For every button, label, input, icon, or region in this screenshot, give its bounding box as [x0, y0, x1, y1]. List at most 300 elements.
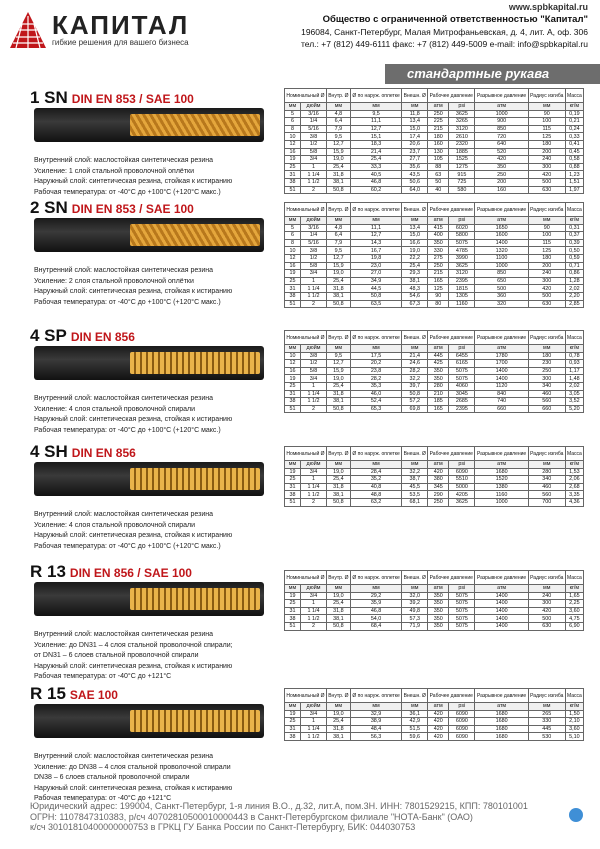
table-cell: 2685 [449, 398, 475, 406]
unit-cell: мм [402, 461, 428, 469]
table-cell: 53,5 [402, 491, 428, 499]
table-row [285, 592, 584, 600]
table-cell: 38,7 [402, 476, 428, 484]
logo-icon [8, 10, 48, 50]
table-row [285, 718, 584, 726]
table-row [285, 360, 584, 368]
table-cell: 350 [428, 375, 449, 383]
table-cell: 5/8 [301, 148, 327, 156]
table-cell: 16,6 [402, 239, 428, 247]
table-cell: 2 [301, 300, 327, 308]
table-cell: 400 [428, 232, 449, 240]
table-cell: 25 [285, 163, 301, 171]
table-cell: 40,5 [350, 171, 402, 179]
unit-cell: мм [326, 703, 350, 711]
unit-cell: psi [449, 703, 475, 711]
table-cell: 64,0 [402, 186, 428, 194]
hose-standard: DIN EN 856 / SAE 100 [69, 566, 192, 580]
table-row [285, 733, 584, 741]
column-header: Внутр. Ø [326, 203, 350, 217]
table-cell: 5075 [449, 367, 475, 375]
table-cell: 6,4 [326, 232, 350, 240]
table-cell: 50,8 [326, 186, 350, 194]
table-cell: 3,05 [565, 390, 583, 398]
table-cell: 300 [528, 600, 565, 608]
table-cell: 51 [285, 300, 301, 308]
unit-cell: мм [326, 585, 350, 593]
table-cell: 8 [285, 125, 301, 133]
table-cell: 90 [528, 110, 565, 118]
table-cell: 3/4 [301, 710, 327, 718]
table-cell: 48,8 [350, 491, 402, 499]
table-cell: 2,10 [565, 718, 583, 726]
table-cell: 22,2 [402, 254, 428, 262]
table-cell: 1/4 [301, 232, 327, 240]
table-cell: 2395 [449, 405, 475, 413]
unit-cell: мм [528, 103, 565, 111]
table-cell: 0,39 [565, 239, 583, 247]
table-cell: 275 [428, 254, 449, 262]
table-cell: 360 [475, 292, 528, 300]
table-cell: 63,5 [350, 300, 402, 308]
unit-cell: мм [402, 703, 428, 711]
table-cell: 32,2 [402, 468, 428, 476]
description-line: Усиление: 2 слоя стальной проволочной оплётки [34, 277, 194, 285]
column-header: Рабочее давление [428, 331, 475, 345]
table-cell: 320 [475, 300, 528, 308]
unit-cell: дюйм [301, 703, 327, 711]
hose-standard: DIN EN 856 [70, 330, 135, 344]
table-unit-row [285, 703, 584, 711]
hose-standard: SAE 100 [69, 688, 118, 702]
table-cell: 420 [428, 733, 449, 741]
table-row [285, 292, 584, 300]
table-cell: 1 [301, 277, 327, 285]
table-cell: 32,2 [402, 375, 428, 383]
column-header: Разрывное давление [475, 331, 528, 345]
table-cell: 0,93 [565, 360, 583, 368]
table-cell: 16 [285, 148, 301, 156]
table-cell: 1100 [475, 254, 528, 262]
table-cell: 210 [428, 390, 449, 398]
table-cell: 4,75 [565, 615, 583, 623]
unit-cell: psi [449, 217, 475, 225]
unit-cell: мм [285, 103, 301, 111]
table-cell: 1120 [475, 382, 528, 390]
table-cell: 0,37 [565, 232, 583, 240]
hose-title [30, 562, 192, 582]
unit-cell: psi [449, 345, 475, 353]
spec-table [284, 202, 584, 308]
table-cell: 35,9 [350, 600, 402, 608]
table-cell: 100 [528, 232, 565, 240]
table-cell: 51,5 [402, 725, 428, 733]
table-row [285, 367, 584, 375]
table-cell: 1,50 [565, 710, 583, 718]
table-cell: 1 1/2 [301, 733, 327, 741]
table-cell: 9,5 [326, 352, 350, 360]
table-cell: 280 [428, 382, 449, 390]
table-cell: 5800 [449, 232, 475, 240]
page-marker-icon [569, 808, 583, 822]
table-cell: 5075 [449, 622, 475, 630]
table-row [285, 398, 584, 406]
table-cell: 6090 [449, 710, 475, 718]
table-cell: 31 [285, 725, 301, 733]
table-cell: 45,5 [402, 483, 428, 491]
table-cell: 19 [285, 375, 301, 383]
table-cell: 31,8 [326, 390, 350, 398]
description-line: Усиление: до DN38 – 4 слоя стальной проволочной спирали [34, 763, 231, 771]
table-cell: 54,6 [402, 292, 428, 300]
table-cell: 31,8 [326, 725, 350, 733]
table-cell: 2395 [449, 277, 475, 285]
table-cell: 1400 [475, 592, 528, 600]
table-cell: 0,78 [565, 352, 583, 360]
table-cell: 68,4 [350, 622, 402, 630]
table-cell: 1 [301, 476, 327, 484]
table-row [285, 118, 584, 126]
table-cell: 1650 [475, 224, 528, 232]
table-cell: 125 [428, 285, 449, 293]
description-line: Внутренний слой: маслостойкая синтетическая резина [34, 753, 213, 760]
table-cell: 9,5 [326, 133, 350, 141]
hose-name: R 13 [30, 562, 66, 581]
table-header-row [285, 331, 584, 345]
table-cell: 27,0 [350, 270, 402, 278]
table-cell: 19,0 [326, 468, 350, 476]
table-cell: 19,0 [326, 375, 350, 383]
unit-cell: psi [449, 103, 475, 111]
table-cell: 15,9 [326, 148, 350, 156]
table-cell: 3/4 [301, 156, 327, 164]
table-cell: 1,28 [565, 277, 583, 285]
table-cell: 5075 [449, 600, 475, 608]
table-row [285, 247, 584, 255]
table-cell: 25,4 [350, 156, 402, 164]
description-line: от DN31 – 6 слоев стальной проволочной спирали [34, 652, 199, 659]
table-cell: 42,9 [402, 718, 428, 726]
table-cell: 19,0 [326, 710, 350, 718]
table-cell: 720 [475, 133, 528, 141]
table-cell: 35,6 [402, 163, 428, 171]
table-cell: 160 [428, 140, 449, 148]
table-cell: 1275 [449, 163, 475, 171]
table-cell: 3/4 [301, 375, 327, 383]
unit-cell: атм [475, 703, 528, 711]
unit-cell: мм [350, 217, 402, 225]
column-header: Разрывное давление [475, 89, 528, 103]
table-cell: 1400 [475, 600, 528, 608]
hose-name: 1 SN [30, 88, 68, 107]
description-line: Рабочая температура: от -40°С до +100°С (+120°С макс.) [34, 188, 221, 196]
table-cell: 180 [528, 140, 565, 148]
hose-title [30, 442, 136, 462]
table-cell: 3,52 [565, 398, 583, 406]
table-cell: 57,3 [402, 615, 428, 623]
unit-cell: мм [528, 217, 565, 225]
column-header: Радиус изгиба [528, 447, 565, 461]
page-header [0, 0, 600, 60]
unit-cell: мм [350, 461, 402, 469]
table-cell: 560 [528, 491, 565, 499]
table-cell: 7,9 [326, 125, 350, 133]
table-cell: 350 [428, 367, 449, 375]
table-cell: 125 [528, 247, 565, 255]
table-cell: 38,1 [326, 491, 350, 499]
table-cell: 0,33 [565, 133, 583, 141]
table-cell: 5510 [449, 476, 475, 484]
hose-name: 4 SP [30, 326, 67, 345]
table-cell: 28,4 [350, 468, 402, 476]
table-cell: 350 [428, 592, 449, 600]
column-header: Масса [565, 203, 583, 217]
column-header: Масса [565, 89, 583, 103]
table-cell: 5075 [449, 592, 475, 600]
table-cell: 1600 [475, 232, 528, 240]
table-cell: 1400 [475, 239, 528, 247]
column-header: Ø по наруж. оплетке [350, 689, 402, 703]
table-cell: 6 [285, 118, 301, 126]
hose-name: 2 SN [30, 198, 68, 217]
table-cell: 12,7 [326, 140, 350, 148]
column-header: Радиус изгиба [528, 89, 565, 103]
table-cell: 5075 [449, 375, 475, 383]
table-cell: 1400 [475, 615, 528, 623]
table-row [285, 382, 584, 390]
table-cell: 200 [528, 148, 565, 156]
table-cell: 13,4 [402, 224, 428, 232]
unit-cell: кг/м [565, 703, 583, 711]
table-cell: 25 [285, 382, 301, 390]
table-cell: 56,3 [350, 733, 402, 741]
column-header: Номинальный Ø [285, 571, 327, 585]
unit-cell: кг/м [565, 585, 583, 593]
table-cell: 0,59 [565, 254, 583, 262]
table-cell: 59,6 [402, 733, 428, 741]
table-cell: 46,8 [350, 607, 402, 615]
table-cell: 3/16 [301, 224, 327, 232]
table-cell: 250 [475, 171, 528, 179]
unit-cell: атм [428, 103, 449, 111]
table-cell: 5/16 [301, 125, 327, 133]
table-cell: 500 [528, 615, 565, 623]
table-unit-row [285, 461, 584, 469]
table-row [285, 239, 584, 247]
hose-image [34, 108, 264, 142]
table-unit-row [285, 217, 584, 225]
table-cell: 19,0 [326, 270, 350, 278]
table-row [285, 491, 584, 499]
table-cell: 31 [285, 607, 301, 615]
table-cell: 1/2 [301, 254, 327, 262]
table-cell: 2320 [449, 140, 475, 148]
table-cell: 3/8 [301, 133, 327, 141]
column-header: Радиус изгиба [528, 203, 565, 217]
table-cell: 51 [285, 498, 301, 506]
column-header: Внутр. Ø [326, 331, 350, 345]
table-cell: 5/16 [301, 239, 327, 247]
table-cell: 71,9 [402, 622, 428, 630]
table-cell: 10 [285, 247, 301, 255]
table-cell: 420 [428, 710, 449, 718]
table-row [285, 300, 584, 308]
table-cell: 180 [528, 352, 565, 360]
table-cell: 12 [285, 140, 301, 148]
table-cell: 29,3 [402, 270, 428, 278]
table-cell: 580 [449, 186, 475, 194]
table-cell: 1680 [475, 710, 528, 718]
table-cell: 57,2 [402, 398, 428, 406]
table-cell: 115 [528, 239, 565, 247]
column-header: Разрывное давление [475, 447, 528, 461]
table-cell: 20,6 [402, 140, 428, 148]
unit-cell: мм [326, 345, 350, 353]
table-cell: 46,8 [350, 178, 402, 186]
table-cell: 35,3 [350, 382, 402, 390]
table-cell: 1,48 [565, 375, 583, 383]
unit-cell: мм [402, 103, 428, 111]
table-cell: 1 1/2 [301, 615, 327, 623]
unit-cell: атм [428, 217, 449, 225]
table-cell: 35,2 [350, 476, 402, 484]
spec-table [284, 570, 584, 631]
table-cell: 3/4 [301, 592, 327, 600]
table-row [285, 262, 584, 270]
description-line: Наружный слой: синтетическая резина, стойкая к истиранию [34, 178, 233, 185]
table-row [285, 270, 584, 278]
table-cell: 2,85 [565, 300, 583, 308]
table-cell: 350 [428, 600, 449, 608]
column-header: Радиус изгиба [528, 689, 565, 703]
table-cell: 63 [428, 171, 449, 179]
table-cell: 90 [428, 292, 449, 300]
table-cell: 3120 [449, 125, 475, 133]
table-row [285, 186, 584, 194]
table-cell: 80 [428, 300, 449, 308]
table-cell: 3625 [449, 262, 475, 270]
table-cell: 2610 [449, 133, 475, 141]
table-cell: 3120 [449, 270, 475, 278]
table-row [285, 171, 584, 179]
description-line: Рабочая температура: от -40°С до +121°С [34, 795, 172, 802]
description-line: Наружный слой: синтетическая резина, стойкая к истиранию [34, 288, 233, 295]
table-row [285, 232, 584, 240]
hose-image [34, 346, 264, 380]
table-cell: 500 [528, 292, 565, 300]
table-cell: 2 [301, 186, 327, 194]
table-cell: 3,60 [565, 607, 583, 615]
table-cell: 50,8 [350, 292, 402, 300]
table-cell: 25,4 [326, 163, 350, 171]
unit-cell: мм [402, 585, 428, 593]
table-cell: 345 [428, 483, 449, 491]
legal-footer [30, 801, 528, 833]
table-cell: 1 [301, 600, 327, 608]
table-cell: 290 [428, 491, 449, 499]
table-cell: 69,8 [402, 405, 428, 413]
table-cell: 48,4 [350, 725, 402, 733]
table-cell: 300 [528, 163, 565, 171]
table-cell: 19 [285, 270, 301, 278]
table-cell: 23,0 [350, 262, 402, 270]
table-cell: 38 [285, 491, 301, 499]
table-cell: 19 [285, 156, 301, 164]
table-cell: 630 [528, 622, 565, 630]
table-cell: 90 [528, 224, 565, 232]
table-cell: 50,6 [402, 178, 428, 186]
table-cell: 640 [475, 140, 528, 148]
table-cell: 6090 [449, 733, 475, 741]
unit-cell: мм [528, 461, 565, 469]
website-link[interactable]: www.spbkapital.ru [508, 2, 588, 12]
table-cell: 0,45 [565, 148, 583, 156]
table-cell: 105 [428, 156, 449, 164]
table-cell: 1400 [475, 367, 528, 375]
table-cell: 330 [528, 718, 565, 726]
table-cell: 32,0 [402, 592, 428, 600]
unit-cell: кг/м [565, 217, 583, 225]
table-cell: 415 [428, 224, 449, 232]
table-cell: 1400 [475, 607, 528, 615]
hose-standard: DIN EN 853 / SAE 100 [71, 202, 194, 216]
table-cell: 38,1 [326, 398, 350, 406]
table-cell: 5/8 [301, 262, 327, 270]
table-cell: 1,97 [565, 186, 583, 194]
table-cell: 3625 [449, 498, 475, 506]
table-cell: 11,1 [350, 118, 402, 126]
table-cell: 350 [428, 607, 449, 615]
table-cell: 3/16 [301, 110, 327, 118]
table-cell: 0,31 [565, 224, 583, 232]
table-cell: 1780 [475, 352, 528, 360]
table-cell: 38 [285, 292, 301, 300]
hose-description [34, 394, 232, 436]
table-cell: 31 [285, 483, 301, 491]
table-cell: 630 [528, 186, 565, 194]
table-cell: 4060 [449, 382, 475, 390]
table-row [285, 254, 584, 262]
logo-name: КАПИТАЛ [52, 10, 190, 40]
table-cell: 38,1 [326, 178, 350, 186]
table-cell: 50 [428, 178, 449, 186]
unit-cell: дюйм [301, 103, 327, 111]
description-line: DN38 – 6 слоев стальной проволочной спирали [34, 774, 190, 781]
table-cell: 36,1 [402, 710, 428, 718]
footer-line: ОГРН: 1107847310383, р/сч 40702810500010000443 в Санкт-Петербургском филиале "НОТА-Банк" (ОАО) [30, 811, 473, 822]
table-cell: 5,10 [565, 733, 583, 741]
table-cell: 200 [528, 262, 565, 270]
table-cell: 3/8 [301, 247, 327, 255]
table-cell: 180 [528, 254, 565, 262]
table-row [285, 375, 584, 383]
table-cell: 18,3 [350, 140, 402, 148]
table-cell: 3045 [449, 390, 475, 398]
company-name: Общество с ограниченной ответственностью "Капитал" [322, 14, 588, 25]
table-cell: 350 [475, 163, 528, 171]
table-cell: 1 1/4 [301, 607, 327, 615]
unit-cell: кг/м [565, 345, 583, 353]
table-cell: 900 [475, 118, 528, 126]
table-cell: 725 [449, 178, 475, 186]
table-cell: 28,2 [350, 375, 402, 383]
table-cell: 19,0 [326, 592, 350, 600]
table-cell: 1815 [449, 285, 475, 293]
table-cell: 54,0 [350, 615, 402, 623]
description-line: Рабочая температура: от -40°С до +100°С (+120°С макс.) [34, 426, 221, 434]
table-cell: 12,7 [350, 125, 402, 133]
table-cell: 2,20 [565, 292, 583, 300]
